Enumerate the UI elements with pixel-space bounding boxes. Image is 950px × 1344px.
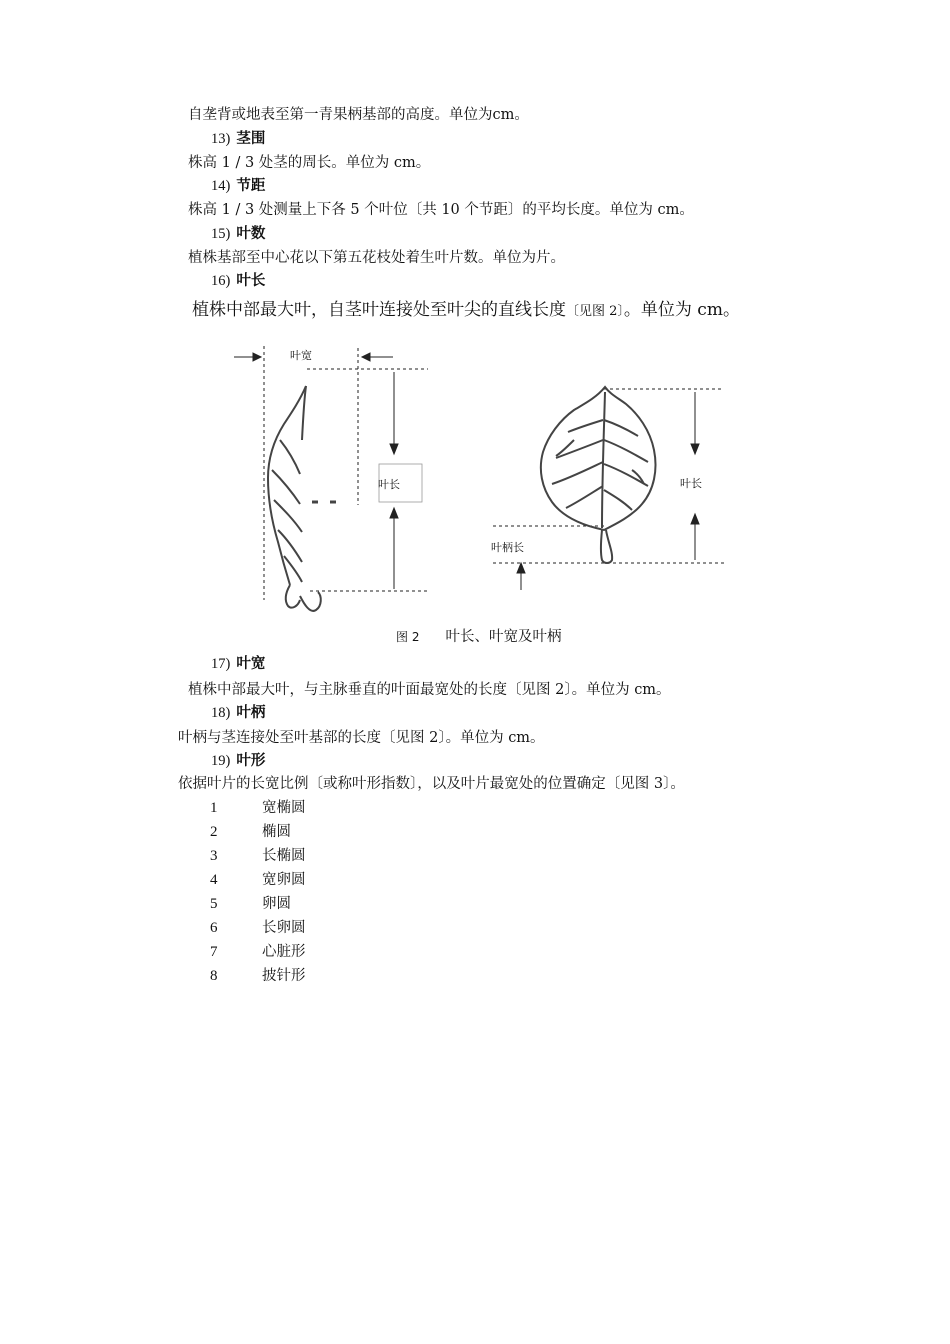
- figure-caption-number: 图 2: [396, 630, 420, 644]
- heading-number: 13): [211, 131, 231, 147]
- heading-title: 叶形: [236, 753, 266, 769]
- heading-number: 17): [211, 656, 231, 672]
- list-item: [210, 964, 306, 988]
- list-item-code: 7: [210, 944, 218, 960]
- label-leaf-length-right: 叶长: [680, 477, 702, 490]
- label-petiole-length: 叶柄长: [491, 541, 524, 554]
- paragraph-stem-girth-def: 株高 1 / 3 处茎的周长。单位为 cm。: [188, 155, 431, 171]
- list-item-name: 卵圆: [262, 896, 291, 912]
- paragraph-leaf-shape-def: 依据叶片的长宽比例〔或称叶形指数〕，以及叶片最宽处的位置确定〔见图 3〕。: [178, 776, 685, 792]
- list-item-name: 宽卵圆: [262, 872, 306, 888]
- paragraph-internode-def: 株高 1 / 3 处测量上下各 5 个叶位〔共 10 个节距〕的平均长度。单位为 cm。: [188, 202, 694, 218]
- right-leaf-sketch: [541, 387, 656, 563]
- list-item-code: 4: [210, 872, 218, 888]
- heading-title: 叶宽: [236, 656, 266, 672]
- list-item-name: 心脏形: [262, 944, 306, 960]
- list-item-code: 2: [210, 824, 218, 840]
- leaf-shape-list: [210, 796, 306, 988]
- heading-leaf-width: [211, 652, 265, 673]
- paragraph-leaf-count-def: 植株基部至中心花以下第五花枝处着生叶片数。单位为片。: [188, 250, 565, 266]
- petiole-arrowhead-up: [517, 563, 525, 573]
- heading-number: 18): [211, 705, 231, 721]
- list-item-name: 披针形: [262, 968, 306, 984]
- heading-number: 15): [211, 226, 231, 242]
- label-leaf-width: 叶宽: [290, 349, 312, 362]
- list-item: [210, 844, 306, 868]
- leaf-length-def-ref: 〔见图 2〕: [566, 304, 624, 319]
- heading-title: 叶长: [236, 273, 266, 289]
- list-item: [210, 916, 306, 940]
- list-item: [210, 892, 306, 916]
- length-arrowhead-down: [390, 444, 398, 454]
- length-arrowhead-up: [390, 508, 398, 518]
- right-length-arrowhead-down: [691, 444, 699, 454]
- heading-title: 叶柄: [236, 705, 266, 721]
- list-item-name: 长卵圆: [262, 920, 306, 936]
- label-leaf-length-left: 叶长: [378, 478, 400, 491]
- left-leaf-sketch: [268, 386, 336, 611]
- list-item-code: 8: [210, 968, 218, 984]
- list-item: [210, 868, 306, 892]
- list-item-code: 6: [210, 920, 218, 936]
- list-item: [210, 820, 306, 844]
- paragraph-petiole-def: 叶柄与茎连接处至叶基部的长度〔见图 2〕。单位为 cm。: [178, 730, 545, 746]
- leaf-length-def-main: 植株中部最大叶，自茎叶连接处至叶尖的直线长度: [192, 300, 566, 320]
- heading-number: 16): [211, 273, 231, 289]
- heading-petiole: [211, 701, 265, 722]
- width-arrowhead-left: [253, 353, 261, 361]
- leaf-length-def-unit: 。单位为 cm。: [623, 300, 740, 320]
- list-item-name: 长椭圆: [262, 848, 306, 864]
- heading-number: 19): [211, 753, 231, 769]
- heading-number: 14): [211, 178, 231, 194]
- list-item-code: 1: [210, 800, 218, 816]
- list-item-name: 椭圆: [262, 824, 291, 840]
- list-item: [210, 940, 306, 964]
- list-item: [210, 796, 306, 820]
- list-item-code: 5: [210, 896, 218, 912]
- list-item-code: 3: [210, 848, 218, 864]
- heading-title: 叶数: [236, 226, 266, 242]
- heading-leaf-shape: [211, 749, 265, 770]
- paragraph-leaf-width-def: 植株中部最大叶，与主脉垂直的叶面最宽处的长度〔见图 2〕。单位为 cm。: [188, 682, 671, 698]
- figure-caption: [396, 625, 561, 646]
- heading-title: 茎围: [236, 131, 266, 147]
- width-arrowhead-right: [362, 353, 370, 361]
- list-item-name: 宽椭圆: [262, 800, 306, 816]
- paragraph-plant-height-def: 自垄背或地表至第一青果柄基部的高度。单位为cm。: [188, 107, 529, 123]
- right-length-arrowhead-up: [691, 514, 699, 524]
- heading-title: 节距: [236, 178, 266, 194]
- figure-caption-text: 叶长、叶宽及叶柄: [445, 629, 562, 645]
